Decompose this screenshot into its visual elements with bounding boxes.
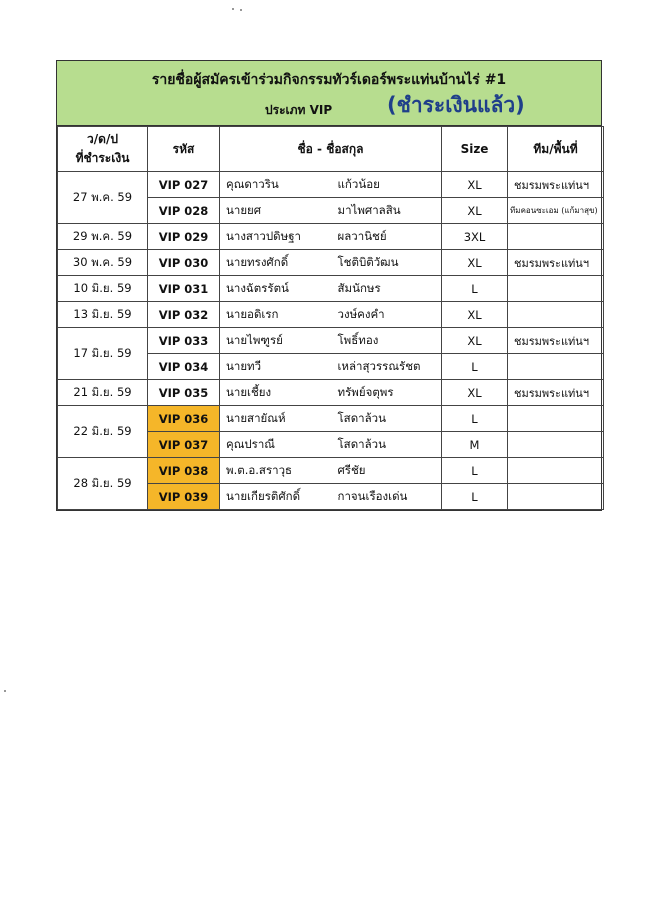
scan-speck xyxy=(232,8,234,10)
first-name: นายอดิเรก xyxy=(220,302,332,328)
last-name: สัมนักษร xyxy=(332,276,442,302)
payment-date: 22 มิ.ย. 59 xyxy=(58,406,148,458)
team-area: ชมรมพระแท่นฯ xyxy=(508,250,604,276)
member-code: VIP 028 xyxy=(148,198,220,224)
header-team: ทีม/พื้นที่ xyxy=(508,127,604,172)
title-banner xyxy=(57,61,601,126)
table-row xyxy=(58,172,604,198)
table-row xyxy=(58,406,604,432)
header-code: รหัส xyxy=(148,127,220,172)
table-row xyxy=(58,380,604,406)
first-name: นายเชี้ยง xyxy=(220,380,332,406)
scan-speck xyxy=(240,9,242,11)
member-code: VIP 035 xyxy=(148,380,220,406)
member-code: VIP 031 xyxy=(148,276,220,302)
category-label: ประเภท VIP xyxy=(265,103,333,117)
first-name: คุณปราณี xyxy=(220,432,332,458)
shirt-size: XL xyxy=(442,380,508,406)
last-name: โพธิ์ทอง xyxy=(332,328,442,354)
last-name: กาจนเรืองเด่น xyxy=(332,484,442,510)
shirt-size: L xyxy=(442,354,508,380)
team-area xyxy=(508,484,604,510)
last-name: มาไพศาลสิน xyxy=(332,198,442,224)
team-area xyxy=(508,302,604,328)
shirt-size: XL xyxy=(442,198,508,224)
table-row xyxy=(58,276,604,302)
member-code: VIP 027 xyxy=(148,172,220,198)
team-area xyxy=(508,224,604,250)
team-area: ชมรมพระแท่นฯ xyxy=(508,172,604,198)
shirt-size: XL xyxy=(442,328,508,354)
header-date xyxy=(58,127,148,172)
payment-date: 27 พ.ค. 59 xyxy=(58,172,148,224)
table-row xyxy=(58,224,604,250)
team-area: ทีมคอนซะเอม (แก้มาสุข) xyxy=(508,198,604,224)
team-area: ชมรมพระแท่นฯ xyxy=(508,380,604,406)
header-date-line1: ว/ด/ป xyxy=(87,132,118,146)
header-size: Size xyxy=(442,127,508,172)
last-name: โสดาล้วน xyxy=(332,432,442,458)
member-code: VIP 034 xyxy=(148,354,220,380)
shirt-size: L xyxy=(442,458,508,484)
member-code: VIP 029 xyxy=(148,224,220,250)
first-name: คุณดาวริน xyxy=(220,172,332,198)
table-row xyxy=(58,250,604,276)
member-code: VIP 033 xyxy=(148,328,220,354)
member-code: VIP 036 xyxy=(148,406,220,432)
member-code: VIP 038 xyxy=(148,458,220,484)
last-name: แก้วน้อย xyxy=(332,172,442,198)
table-body xyxy=(58,172,604,510)
last-name: วงษ์คงคำ xyxy=(332,302,442,328)
shirt-size: L xyxy=(442,276,508,302)
payment-date: 21 มิ.ย. 59 xyxy=(58,380,148,406)
payment-date: 10 มิ.ย. 59 xyxy=(58,276,148,302)
first-name: นางสาวปดิษฐา xyxy=(220,224,332,250)
header-row xyxy=(58,127,604,172)
first-name: นายไพฑูรย์ xyxy=(220,328,332,354)
table-row xyxy=(58,302,604,328)
shirt-size: XL xyxy=(442,250,508,276)
header-date-line2: ที่ชำระเงิน xyxy=(75,151,130,165)
shirt-size: XL xyxy=(442,172,508,198)
last-name: ผลวานิชย์ xyxy=(332,224,442,250)
team-area xyxy=(508,458,604,484)
payment-date: 28 มิ.ย. 59 xyxy=(58,458,148,510)
first-name: นางฉัตรรัตน์ xyxy=(220,276,332,302)
registration-sheet xyxy=(56,60,602,511)
sheet-title: รายชื่อผู้สมัครเข้าร่วมกิจกรรมทัวร์เดอร์พระแท่นบ้านไร่ #1 xyxy=(151,72,507,88)
shirt-size: 3XL xyxy=(442,224,508,250)
member-code: VIP 037 xyxy=(148,432,220,458)
last-name: ทรัพย์จตุพร xyxy=(332,380,442,406)
member-code: VIP 030 xyxy=(148,250,220,276)
payment-date: 17 มิ.ย. 59 xyxy=(58,328,148,380)
first-name: พ.ต.อ.สราวุธ xyxy=(220,458,332,484)
table-row xyxy=(58,328,604,354)
payment-date: 30 พ.ค. 59 xyxy=(58,250,148,276)
shirt-size: L xyxy=(442,484,508,510)
team-area xyxy=(508,432,604,458)
last-name: โสดาล้วน xyxy=(332,406,442,432)
first-name: นายเกียรติศักดิ์ xyxy=(220,484,332,510)
table-row xyxy=(58,458,604,484)
member-code: VIP 032 xyxy=(148,302,220,328)
first-name: นายสายัณห์ xyxy=(220,406,332,432)
team-area: ชมรมพระแท่นฯ xyxy=(508,328,604,354)
first-name: นายทรงศักดิ์ xyxy=(220,250,332,276)
last-name: ศรีชัย xyxy=(332,458,442,484)
member-code: VIP 039 xyxy=(148,484,220,510)
last-name: เหล่าสุวรรณรัชต xyxy=(332,354,442,380)
team-area xyxy=(508,354,604,380)
team-area xyxy=(508,406,604,432)
first-name: นายยศ xyxy=(220,198,332,224)
payment-status: (ชำระเงินแล้ว) xyxy=(387,93,525,117)
shirt-size: XL xyxy=(442,302,508,328)
scan-speck xyxy=(4,690,6,692)
registrant-table xyxy=(57,126,604,510)
first-name: นายทวี xyxy=(220,354,332,380)
shirt-size: L xyxy=(442,406,508,432)
header-name: ชื่อ - ชื่อสกุล xyxy=(220,127,442,172)
payment-date: 13 มิ.ย. 59 xyxy=(58,302,148,328)
payment-date: 29 พ.ค. 59 xyxy=(58,224,148,250)
last-name: โชติบิติวัฒน xyxy=(332,250,442,276)
team-area xyxy=(508,276,604,302)
shirt-size: M xyxy=(442,432,508,458)
